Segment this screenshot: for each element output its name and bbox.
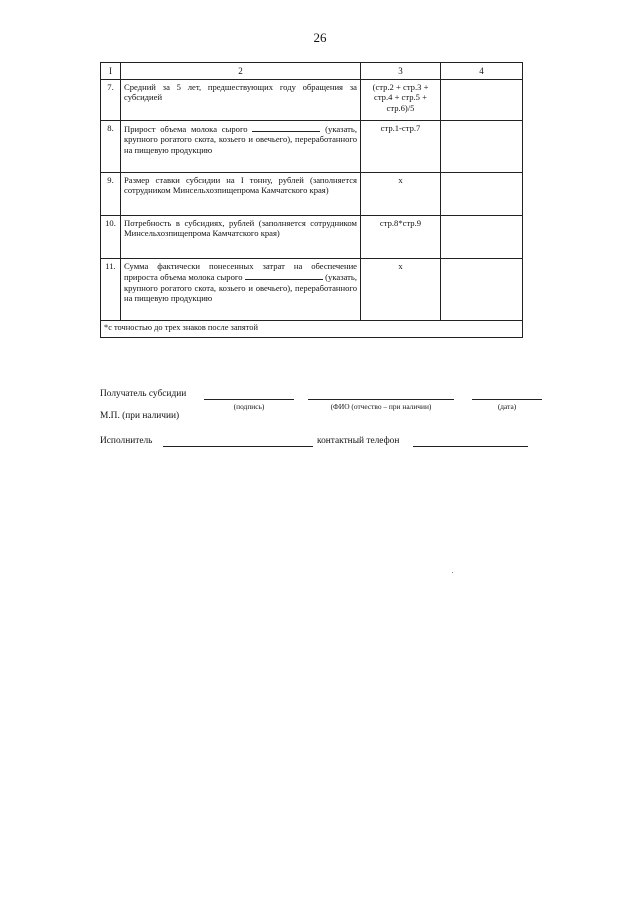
table-row: [101, 80, 523, 121]
table-row: [101, 173, 523, 216]
row-description-end: (указать, крупного рогатого скота, козьего и овечьего), переработанного на пищевую продукцию: [124, 272, 357, 303]
fill-in-blank[interactable]: [245, 271, 323, 280]
column-header-1: I: [101, 63, 121, 80]
date-line[interactable]: [472, 399, 542, 400]
row-formula: стр.8*стр.9: [361, 216, 441, 259]
table-row: [101, 121, 523, 173]
phone-label: контактный телефон: [317, 436, 400, 446]
fio-caption: (ФИО (отчество – при наличии): [330, 402, 432, 411]
row-formula: (стр.2 + стр.3 + стр.4 + стр.5 + стр.6)/5: [361, 80, 441, 121]
row-description: Размер ставки субсидии на I тонну, рублей (заполняется сотрудником Минсельхозпищепрома Камчатского края): [121, 173, 361, 216]
row-value-cell[interactable]: [441, 216, 523, 259]
table-header-row: [101, 63, 523, 80]
row-number: 8.: [101, 121, 121, 173]
fill-in-blank[interactable]: [252, 123, 320, 132]
row-number: 7.: [101, 80, 121, 121]
executor-label: Исполнитель: [100, 436, 153, 446]
stamp-label: М.П. (при наличии): [100, 411, 180, 421]
row-formula: х: [361, 173, 441, 216]
signature-caption: (подпись): [233, 402, 265, 411]
row-number: 10.: [101, 216, 121, 259]
row-description-end: (указать, крупного рогатого скота, козьего и овечьего), переработанного на пищевую продукцию: [124, 124, 357, 155]
footnote: *с точностью до трех знаков после запятой: [101, 321, 523, 338]
row-formula: х: [361, 259, 441, 321]
row-value-cell[interactable]: [441, 173, 523, 216]
executor-line[interactable]: [163, 446, 313, 447]
row-formula: стр.1-стр.7: [361, 121, 441, 173]
row-description-start: Сумма фактически понесенных затрат на обеспечение прироста объема молока сырого: [124, 261, 357, 283]
table-row: [101, 259, 523, 321]
recipient-label: Получатель субсидии: [100, 389, 187, 399]
row-description: Средний за 5 лет, предшествующих году обращения за субсидией: [121, 80, 361, 121]
column-header-3: 3: [361, 63, 441, 80]
table-row: [101, 216, 523, 259]
row-value-cell[interactable]: [441, 259, 523, 321]
fio-line[interactable]: [308, 399, 454, 400]
row-number: 9.: [101, 173, 121, 216]
column-header-4: 4: [441, 63, 523, 80]
row-number: 11.: [101, 259, 121, 321]
column-header-2: 2: [121, 63, 361, 80]
row-description: [121, 259, 361, 321]
page-number: 26: [313, 30, 327, 45]
signature-line[interactable]: [204, 399, 294, 400]
subsidy-calculation-table: [100, 62, 523, 338]
scan-speck: [452, 572, 453, 573]
row-value-cell[interactable]: [441, 80, 523, 121]
row-description-start: Прирост объема молока сырого: [124, 124, 248, 134]
row-description: Потребность в субсидиях, рублей (заполняется сотрудником Минсельхозпищепрома Камчатского края): [121, 216, 361, 259]
phone-line[interactable]: [413, 446, 528, 447]
row-value-cell[interactable]: [441, 121, 523, 173]
footnote-row: [101, 321, 523, 338]
date-caption: (дата): [497, 402, 517, 411]
row-description: [121, 121, 361, 173]
